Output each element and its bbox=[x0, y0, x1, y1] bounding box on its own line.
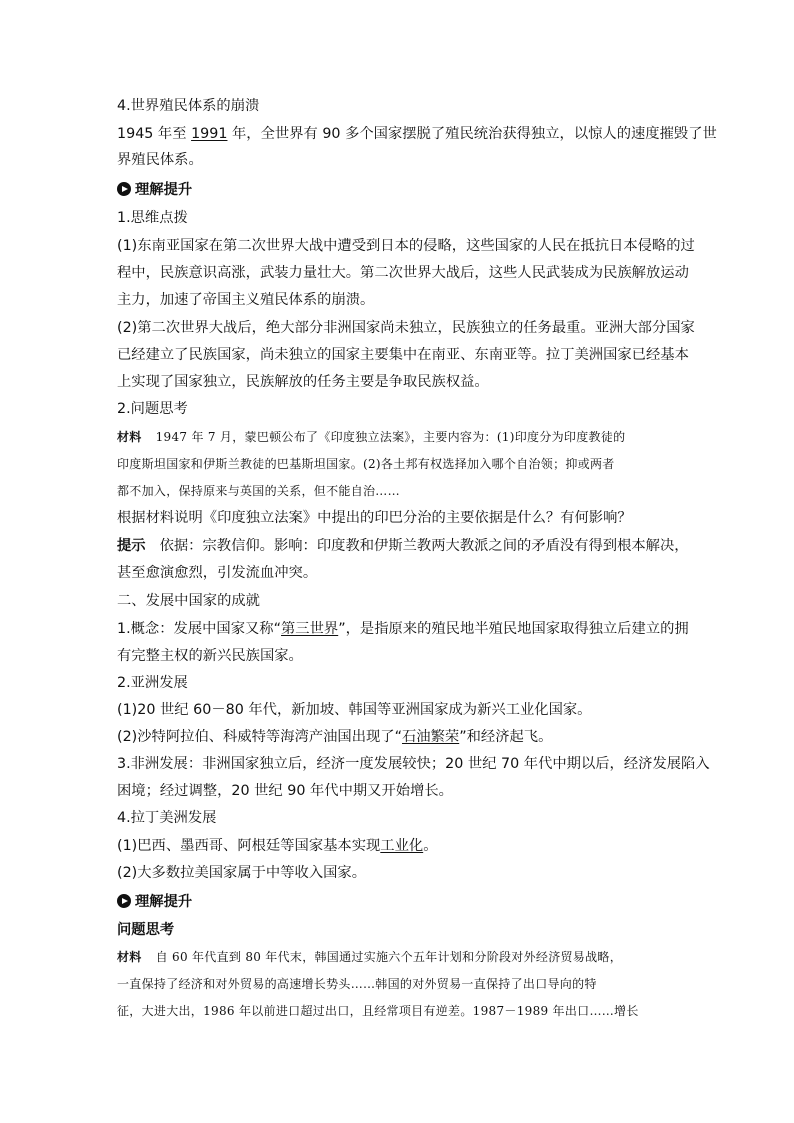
paragraph-line: (2)第二次世界大战后，绝大部分非洲国家尚未独立，民族独立的任务最重。亚洲大部分国家 bbox=[117, 320, 695, 336]
paragraph-line: 有完整主权的新兴民族国家。 bbox=[117, 648, 303, 664]
paragraph-line: (1)20 世纪 60－80 年代，新加坡、韩国等亚洲国家成为新兴工业化国家。 bbox=[117, 702, 592, 718]
subheading-thinking-tips: 1.思维点拨 bbox=[117, 210, 188, 226]
hint-line: 提示 依据：宗教信仰。影响：印度教和伊斯兰教两大教派之间的矛盾没有得到根本解决， bbox=[117, 538, 689, 554]
subheading-question: 问题思考 bbox=[117, 922, 175, 938]
paragraph-line: 上实现了国家独立，民族解放的任务主要是争取民族权益。 bbox=[117, 374, 489, 390]
paragraph-line: 3.非洲发展：非洲国家独立后，经济一度发展较快；20 世纪 70 年代中期以后，经济发展陷入 bbox=[117, 756, 710, 772]
underlined-answer: 工业化 bbox=[380, 838, 424, 854]
material-line: 都不加入，保持原来与英国的关系，但不能自治…… bbox=[117, 484, 400, 498]
paragraph-line: 界殖民体系。 bbox=[117, 152, 203, 168]
heading-colonial-collapse: 4.世界殖民体系的崩溃 bbox=[117, 98, 260, 114]
paragraph-line: 1.概念：发展中国家又称“第三世界”，是指原来的殖民地半殖民地国家取得独立后建立的拥 bbox=[117, 621, 689, 637]
hint-tag: 提示 bbox=[117, 538, 146, 554]
play-icon bbox=[117, 894, 131, 908]
material-tag: 材料 bbox=[117, 950, 142, 964]
material-line: 征，大进大出，1986 年以前进口超过出口，且经常项目有逆差。1987－1989 年出口……增长 bbox=[117, 1004, 639, 1018]
paragraph-line: 困境；经过调整，20 世纪 90 年代中期又开始增长。 bbox=[117, 783, 453, 799]
paragraph-line: (1)东南亚国家在第二次世界大战中遭受到日本的侵略，这些国家的人民在抵抗日本侵略的过 bbox=[117, 238, 695, 254]
material-line: 一直保持了经济和对外贸易的高速增长势头……韩国的对外贸易一直保持了出口导向的特 bbox=[117, 977, 597, 991]
paragraph-line: (2)大多数拉美国家属于中等收入国家。 bbox=[117, 865, 366, 881]
paragraph-line: 程中，民族意识高涨，武装力量壮大。第二次世界大战后，这些人民武装成为民族解放运动 bbox=[117, 265, 689, 281]
underlined-answer: 石油繁荣 bbox=[402, 729, 460, 745]
heading-developing-countries: 二、发展中国家的成就 bbox=[117, 593, 260, 609]
subheading-latin-america: 4.拉丁美洲发展 bbox=[117, 810, 217, 826]
underlined-answer: 第三世界 bbox=[281, 621, 339, 637]
play-icon bbox=[117, 182, 131, 196]
material-line: 印度斯坦国家和伊斯兰教徒的巴基斯坦国家。(2)各土邦有权选择加入哪个自治领；抑或两者 bbox=[117, 457, 615, 471]
section-header-label: 理解提升 bbox=[135, 182, 193, 198]
paragraph-line: 主力，加速了帝国主义殖民体系的崩溃。 bbox=[117, 292, 375, 308]
material-line: 材料 1947 年 7 月，蒙巴顿公布了《印度独立法案》，主要内容为：(1)印度分为印度教徒的 bbox=[117, 427, 625, 447]
underlined-answer: 1991 bbox=[191, 126, 228, 142]
subheading-asia: 2.亚洲发展 bbox=[117, 675, 188, 691]
material-line: 材料 自 60 年代直到 80 年代末，韩国通过实施六个五年计划和分阶段对外经济贸易战略， bbox=[117, 947, 622, 967]
hint-line: 甚至愈演愈烈，引发流血冲突。 bbox=[117, 565, 318, 581]
paragraph-line: (1)巴西、墨西哥、阿根廷等国家基本实现工业化。 bbox=[117, 838, 438, 854]
paragraph-line: 1945 年至 1991 年，全世界有 90 多个国家摆脱了殖民统治获得独立，以惊人的速度摧毁了世 bbox=[117, 126, 717, 142]
material-tag: 材料 bbox=[117, 430, 142, 444]
paragraph-line: (2)沙特阿拉伯、科威特等海湾产油国出现了“石油繁荣”和经济起飞。 bbox=[117, 729, 553, 745]
section-header bbox=[117, 179, 192, 199]
subheading-question: 2.问题思考 bbox=[117, 401, 188, 417]
paragraph-line: 已经建立了民族国家，尚未独立的国家主要集中在南亚、东南亚等。拉丁美洲国家已经基本 bbox=[117, 347, 689, 363]
section-header-label: 理解提升 bbox=[135, 894, 193, 910]
section-header bbox=[117, 891, 192, 911]
question-line: 根据材料说明《印度独立法案》中提出的印巴分治的主要依据是什么？有何影响？ bbox=[117, 510, 632, 526]
